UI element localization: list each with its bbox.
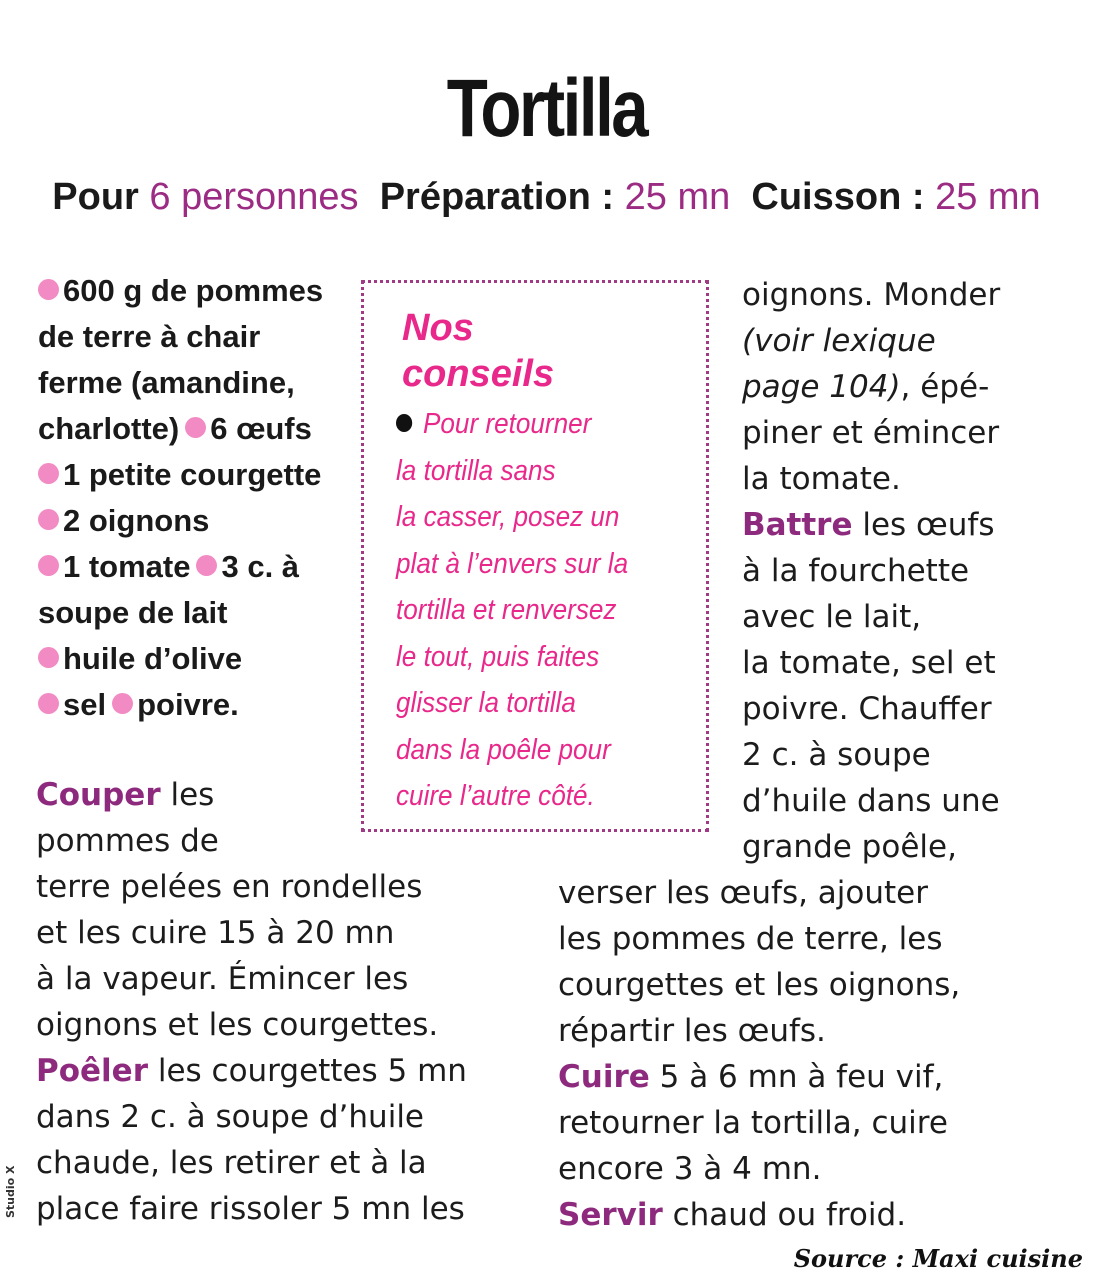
tips-body <box>396 401 666 820</box>
cook-value: 25 mn <box>935 176 1041 218</box>
step-line <box>742 548 1000 594</box>
step-line <box>742 686 1000 732</box>
step-text: les œufs <box>852 507 995 543</box>
ingredient-item: 1 petite courgette <box>63 457 322 492</box>
tip-text: le tout, puis faites <box>396 640 600 673</box>
steps-left-column <box>36 772 467 1232</box>
step-text: oignons. Monder <box>742 277 1001 313</box>
recipe-title: Tortilla <box>446 63 647 154</box>
tip-text: cuire l’autre côté. <box>396 780 595 812</box>
pink-bullet-icon <box>38 693 59 714</box>
step-line <box>742 778 1000 824</box>
step-line <box>558 870 960 916</box>
step-text: à la fourchette <box>742 553 970 589</box>
step-verb: Cuire <box>558 1059 650 1095</box>
tips-heading-line: Nos <box>402 307 474 349</box>
step-verb: Battre <box>742 507 853 543</box>
tip-line <box>396 727 666 774</box>
tip-text: la casser, posez un <box>396 501 620 533</box>
step-line <box>742 272 1000 318</box>
tip-text: plat à l’envers sur la <box>396 547 629 580</box>
step-text: terre pelées en rondelles <box>36 869 423 905</box>
step-line <box>742 640 1000 686</box>
ingredient-item: charlotte) <box>38 411 180 446</box>
step-text: , épé- <box>900 369 990 405</box>
step-line <box>558 1192 960 1238</box>
ingredient-line <box>38 452 338 498</box>
ingredient-line <box>38 406 338 452</box>
step-line <box>742 410 1000 456</box>
step-text: à la vapeur. Émincer les <box>36 961 409 997</box>
step-text: chaud ou froid. <box>662 1197 907 1233</box>
ingredient-line <box>38 590 338 636</box>
pink-bullet-icon <box>196 555 217 576</box>
pink-bullet-icon <box>38 463 59 484</box>
ingredient-line <box>38 636 338 682</box>
step-text: encore 3 à 4 mn. <box>558 1151 822 1187</box>
tip-text: la tortilla sans <box>396 454 556 487</box>
ingredient-line <box>38 682 338 728</box>
pink-bullet-icon <box>38 555 59 576</box>
prep-label: Préparation : <box>379 176 615 218</box>
step-line <box>742 824 1000 870</box>
ingredient-item: poivre. <box>137 687 239 722</box>
pink-bullet-icon <box>38 279 59 300</box>
tip-text: glisser la tortilla <box>396 687 576 719</box>
step-line <box>36 1094 467 1140</box>
black-bullet-icon <box>396 414 412 432</box>
servings-value: 6 personnes <box>149 176 359 218</box>
ingredient-item: de terre à chair <box>38 319 261 354</box>
prep-value: 25 mn <box>624 176 731 218</box>
photo-credit: Studio X <box>4 1165 17 1218</box>
tip-line <box>396 587 666 634</box>
tip-line <box>396 401 666 448</box>
servings-label: Pour <box>52 176 139 218</box>
tip-line <box>396 634 666 681</box>
step-line <box>36 1140 467 1186</box>
tip-text: tortilla et renversez <box>396 594 617 626</box>
pink-bullet-icon <box>38 647 59 668</box>
steps-right-column-bottom <box>558 870 960 1238</box>
step-text: pommes de <box>36 823 219 859</box>
step-text: chaude, les retirer et à la <box>36 1145 427 1181</box>
tips-heading-line: conseils <box>402 353 555 395</box>
source-note: Source : Maxi cuisine <box>793 1244 1083 1273</box>
ingredient-line <box>38 498 338 544</box>
ingredient-line <box>38 544 338 590</box>
step-text: poivre. Chauffer <box>742 691 992 727</box>
step-line <box>742 364 1000 410</box>
ingredient-item: 1 tomate <box>63 549 191 584</box>
step-text: les pommes de terre, les <box>558 921 943 957</box>
step-text: et les cuire 15 à 20 mn <box>36 915 395 951</box>
step-line <box>36 1048 467 1094</box>
step-line <box>558 962 960 1008</box>
step-line <box>742 318 1000 364</box>
ingredient-item: soupe de lait <box>38 595 228 630</box>
step-text: retourner la tortilla, cuire <box>558 1105 948 1141</box>
tip-line <box>396 541 666 588</box>
step-text: verser les œufs, ajouter <box>558 875 929 911</box>
step-line <box>36 910 467 956</box>
ingredient-line <box>38 268 338 314</box>
step-text: 2 c. à soupe <box>742 737 931 773</box>
step-line <box>36 772 467 818</box>
ingredients-list <box>38 268 338 728</box>
step-line <box>558 1146 960 1192</box>
step-text: grande poêle, <box>742 829 957 865</box>
steps-right-column-top <box>742 272 1000 870</box>
tip-line <box>396 680 666 727</box>
ingredient-line <box>38 360 338 406</box>
step-text: la tomate. <box>742 461 901 497</box>
step-text: avec le lait, <box>742 599 922 635</box>
step-line <box>558 1054 960 1100</box>
step-line <box>558 1008 960 1054</box>
ingredient-item: huile d’olive <box>63 641 243 676</box>
step-line <box>742 502 1000 548</box>
step-reference: page 104) <box>742 369 901 405</box>
ingredient-item: 6 œufs <box>210 411 312 446</box>
tips-box <box>361 280 709 832</box>
pink-bullet-icon <box>185 417 206 438</box>
pink-bullet-icon <box>112 693 133 714</box>
ingredient-item: 2 oignons <box>63 503 210 538</box>
step-verb: Poêler <box>36 1053 148 1089</box>
step-line <box>742 594 1000 640</box>
step-line <box>558 916 960 962</box>
tip-line <box>396 494 666 541</box>
tip-text: dans la poêle pour <box>396 733 611 766</box>
step-text: 5 à 6 mn à feu vif, <box>649 1059 944 1095</box>
step-text: dans 2 c. à soupe d’huile <box>36 1099 424 1135</box>
step-text: place faire rissoler 5 mn les <box>36 1191 465 1227</box>
step-text: piner et émincer <box>742 415 1000 451</box>
recipe-meta <box>0 176 1093 219</box>
step-text: répartir les œufs. <box>558 1013 826 1049</box>
tips-heading <box>402 305 554 397</box>
tip-text: Pour retourner <box>423 408 592 440</box>
step-line <box>742 456 1000 502</box>
ingredient-item: 3 c. à <box>221 549 300 584</box>
step-text: la tomate, sel et <box>742 645 996 681</box>
ingredient-item: 600 g de pommes <box>63 273 324 308</box>
step-line <box>558 1100 960 1146</box>
step-line <box>36 864 467 910</box>
step-reference: (voir lexique <box>742 323 936 359</box>
ingredient-item: ferme (amandine, <box>38 365 295 400</box>
tip-line <box>396 448 666 495</box>
step-line <box>36 1002 467 1048</box>
step-line <box>742 732 1000 778</box>
step-verb: Servir <box>558 1197 663 1233</box>
step-text: courgettes et les oignons, <box>558 967 961 1003</box>
step-text: d’huile dans une <box>742 783 1000 819</box>
step-line <box>36 818 467 864</box>
ingredient-item: sel <box>63 687 107 722</box>
pink-bullet-icon <box>38 509 59 530</box>
step-line <box>36 1186 467 1232</box>
step-line <box>36 956 467 1002</box>
step-text: oignons et les courgettes. <box>36 1007 439 1043</box>
step-text: les courgettes 5 mn <box>147 1053 467 1089</box>
step-verb: Couper <box>36 777 161 813</box>
step-text: les <box>160 777 215 813</box>
ingredient-line <box>38 314 338 360</box>
cook-label: Cuisson : <box>751 176 925 218</box>
